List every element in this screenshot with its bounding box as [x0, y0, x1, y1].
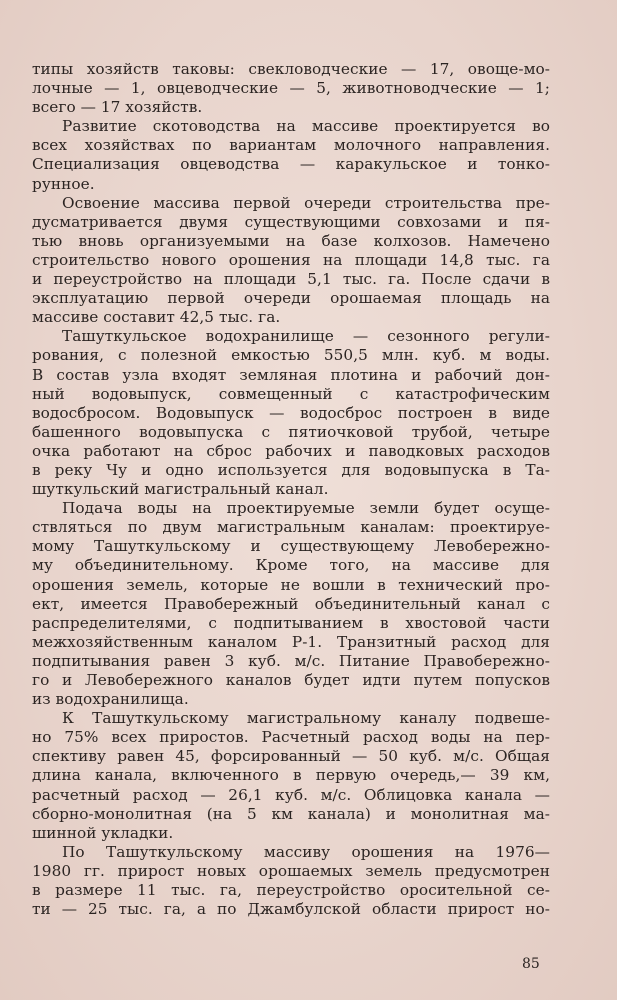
- text-line: длина канала, включенного в первую очередь,— 39 км,: [32, 766, 550, 785]
- text-line: водосбросом. Водовыпуск — водосброс построен в виде: [32, 403, 550, 422]
- body-text: [32, 60, 550, 919]
- text-line: спективу равен 45, форсированный — 50 куб. м/с. Общая: [32, 747, 550, 766]
- text-line: Развитие скотоводства на массиве проектируется во: [62, 117, 550, 136]
- text-line: 1980 гг. прирост новых орошаемых земель предусмотрен: [32, 861, 550, 880]
- text-line: лочные — 1, овцеводческие — 5, животноводческие — 1;: [32, 79, 550, 98]
- text-line: всего — 17 хозяйств.: [32, 98, 203, 117]
- text-line: всех хозяйствах по вариантам молочного направления.: [32, 136, 550, 155]
- page-number: 85: [522, 956, 540, 972]
- text-line: К Ташуткульскому магистральному каналу подвеше-: [62, 709, 550, 728]
- text-line: расчетный расход — 26,1 куб. м/с. Облицовка канала —: [32, 785, 550, 804]
- text-line: ный водовыпуск, совмещенный с катастрофическим: [32, 384, 550, 403]
- text-line: шуткульский магистральный канал.: [32, 480, 329, 499]
- text-line: в реку Чу и одно используется для водовыпуска в Та-: [32, 460, 550, 479]
- text-line: в размере 11 тыс. га, переустройство оросительной се-: [32, 881, 550, 900]
- text-line: башенного водовыпуска с пятиочковой трубой, четыре: [32, 422, 550, 441]
- text-line: массиве составит 42,5 тыс. га.: [32, 308, 281, 327]
- text-line: му объединительному. Кроме того, на массиве для: [32, 556, 550, 575]
- text-line: орошения земель, которые не вошли в технический про-: [32, 575, 550, 594]
- text-line: тью вновь организуемыми на базе колхозов. Намечено: [32, 231, 550, 250]
- text-line: го и Левобережного каналов будет идти путем попусков: [32, 671, 550, 689]
- text-line: подпитывания равен 3 куб. м/с. Питание Правобережно-: [32, 651, 550, 670]
- text-line: межхозяйственным каналом Р-1. Транзитный расход для: [32, 632, 550, 651]
- text-line: В состав узла входят земляная плотина и рабочий дон-: [32, 365, 550, 384]
- text-line: и переустройство на площади 5,1 тыс. га. После сдачи в: [32, 270, 550, 289]
- text-line: но 75% всех приростов. Расчетный расход воды на пер-: [32, 728, 550, 747]
- text-line: По Ташуткульскому массиву орошения на 1976—: [62, 842, 550, 861]
- text-line: строительство нового орошения на площади 14,8 тыс. га: [32, 250, 550, 269]
- text-line: Подача воды на проектируемые земли будет осуще-: [62, 499, 550, 518]
- text-line: сборно-монолитная (на 5 км канала) и монолитная ма-: [32, 804, 550, 823]
- text-line: рунное.: [32, 174, 95, 193]
- text-line: Специализация овцеводства — каракульское и тонко-: [32, 155, 550, 174]
- text-line: распределителями, с подпитыванием в хвостовой части: [32, 613, 550, 632]
- text-line: рования, с полезной емкостью 550,5 млн. куб. м воды.: [32, 346, 550, 365]
- text-line: Ташуткульское водохранилище — сезонного регули-: [62, 327, 550, 346]
- text-line: ствляться по двум магистральным каналам: проектируе-: [32, 518, 550, 537]
- text-line: Освоение массива первой очереди строительства пре-: [62, 193, 550, 212]
- text-line: мому Ташуткульскому и существующему Левобережно-: [32, 537, 550, 556]
- text-line: эксплуатацию первой очереди орошаемая площадь на: [32, 289, 550, 308]
- text-line: ти — 25 тыс. га, а по Джамбулской области прирост но-: [32, 900, 550, 919]
- text-line: дусматривается двумя существующими совхозами и пя-: [32, 212, 550, 231]
- text-line: очка работают на сброс рабочих и паводковых расходов: [32, 441, 550, 460]
- text-line: ект, имеется Правобережный объединительный канал с: [32, 594, 550, 613]
- text-line: типы хозяйств таковы: свекловодческие — 17, овоще-мо-: [32, 60, 550, 78]
- text-line: шинной укладки.: [32, 823, 174, 842]
- text-line: из водохранилища.: [32, 690, 189, 709]
